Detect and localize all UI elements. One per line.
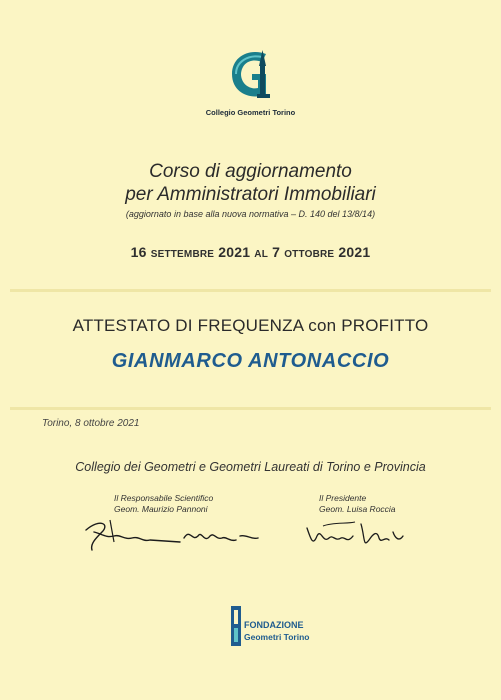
signatory-left-role: Il Responsabile Scientifico	[114, 493, 214, 503]
course-dates: 16 settembre 2021 al 7 ottobre 2021	[130, 244, 371, 260]
signature-left-icon	[80, 510, 265, 555]
divider-top	[10, 289, 491, 292]
signatory-right-name: Geom. Luisa Roccia	[319, 504, 396, 514]
recipient-name: GIANMARCO ANTONACCIO	[111, 350, 390, 372]
foundation-line2: Geometri Torino	[244, 632, 310, 642]
collegio-logo-icon	[226, 44, 276, 106]
course-title	[0, 160, 501, 206]
course-title-line2: per Amministratori Immobiliari	[125, 184, 376, 205]
issuer-name: Collegio dei Geometri e Geometri Laureati di Torino e Provincia	[75, 460, 426, 474]
signatory-right-role: Il Presidente	[319, 493, 367, 503]
signatory-left-name: Geom. Maurizio Pannoni	[114, 504, 208, 514]
signatory-right	[319, 493, 396, 515]
foundation-line1: FONDAZIONE	[244, 620, 304, 630]
signature-right-icon	[303, 518, 408, 553]
divider-bottom	[10, 407, 491, 410]
certificate-type: ATTESTATO DI FREQUENZA con PROFITTO	[72, 316, 429, 335]
logo-label: Collegio Geometri Torino	[205, 108, 296, 117]
course-note: (aggiornato in base alla nuova normativa – D. 140 del 13/8/14)	[125, 209, 376, 219]
course-title-line1: Corso di aggiornamento	[149, 161, 352, 182]
place-date: Torino, 8 ottobre 2021	[42, 418, 140, 429]
